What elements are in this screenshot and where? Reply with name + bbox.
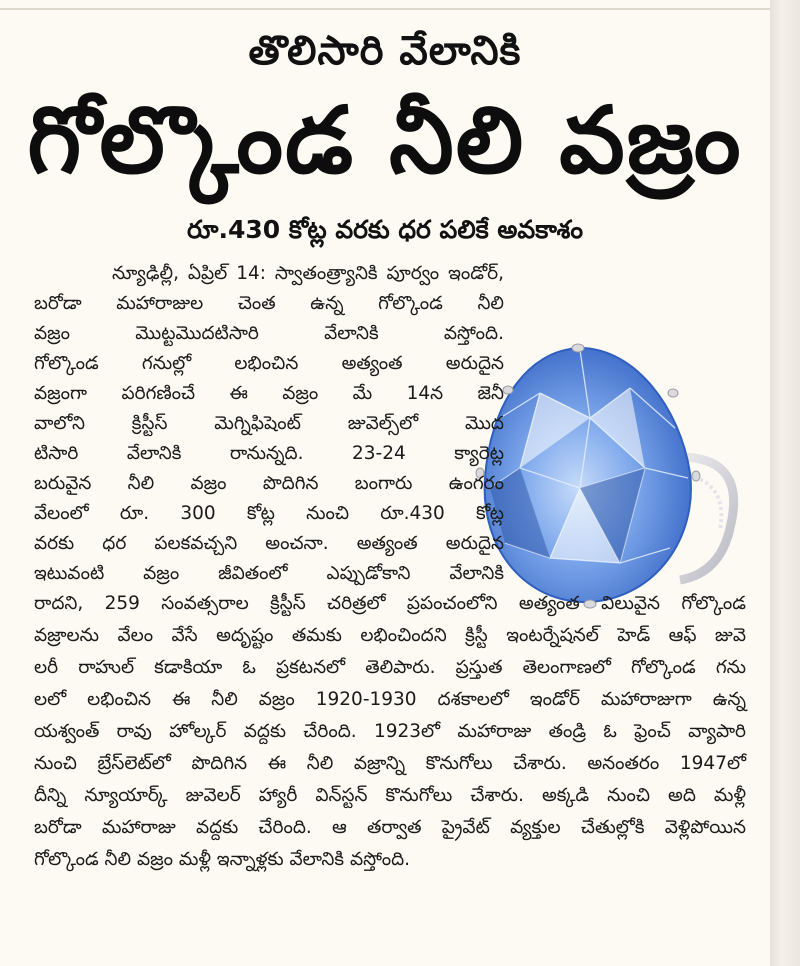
body-line: వజ్రంగా పరిగణించే ఈ వజ్రం మే 14న జెనీ <box>34 383 504 404</box>
sub-headline: రూ.430 కోట్ల వరకు ధర పలికే అవకాశం <box>186 215 584 244</box>
body-line: బరోడా మహారాజుల చెంత ఉన్న గోల్కొండ నీలి <box>34 293 504 314</box>
body-line: గోల్కొండ నీలి వజ్రం మళ్లీ ఇన్నాళ్లకు వేలానికి వస్తోంది. <box>34 849 411 870</box>
body-line: వాలోని క్రిస్టీస్ మెగ్నిఫిషెంట్ జువెల్స్‌లో మొద <box>34 413 504 434</box>
body-line: లలో లభించిన ఈ నీలి వజ్రం 1920-1930 దశకాలలో ఇండోర్ మహారాజుగా ఉన్న <box>34 689 746 710</box>
body-line: వేలంలో రూ. 300 కోట్ల నుంచి రూ.430 కోట్ల <box>34 503 504 524</box>
body-line: వజ్రం మొట్టమొదటిసారి వేలానికి వస్తోంది. <box>34 323 504 344</box>
body-line: ఇటువంటి వజ్రం జీవితంలో ఎప్పుడోకాని వేలానికి <box>34 563 504 584</box>
body-line: దీన్ని న్యూయార్క్ జువెలర్ హ్యారీ విన్‌స్టన్ కొనుగోలు చేశారు. అక్కడి నుంచి అది మళ్లీ <box>34 785 746 806</box>
body-line: వజ్రాలను వేలం వేసే అదృష్టం తమకు లభించిందని క్రిస్టీ ఇంటర్నేషనల్ హెడ్ ఆఫ్ జువె <box>34 625 746 646</box>
body-line: లరీ రాహుల్ కడాకియా ఓ ప్రకటనలో తెలిపారు. ప్రస్తుత తెలంగాణలో గోల్కొండ గను <box>34 657 746 678</box>
body-line: బరువైన నీలి వజ్రం పొదిగిన బంగారు ఉంగరం <box>34 473 504 494</box>
body-line: రాదని, 259 సంవత్సరాల క్రిస్టీస్ చరిత్రలో ప్రపంచంలోని అత్యంత విలువైన గోల్కొండ <box>34 593 746 614</box>
body-line: వరకు ధర పలకవచ్చని అంచనా. అత్యంత అరుదైన <box>34 533 504 554</box>
body-line: న్యూఢిల్లీ, ఏప్రిల్ 14: స్వాతంత్ర్యానికి పూర్వం ఇండోర్, <box>112 263 504 284</box>
kicker-heading: తొలిసారి వేలానికి <box>248 28 522 74</box>
main-headline: గోల్కొండ నీలి వజ్రం <box>27 87 743 194</box>
body-line: బరోడా మహారాజు వద్దకు చేరింది. ఆ తర్వాత ప్రైవేట్ వ్యక్తుల చేతుల్లోకి వెళ్లిపోయిన <box>34 817 746 838</box>
top-rule <box>0 8 770 10</box>
body-line: యశ్వంత్ రావు హోల్కర్ వద్దకు చేరింది. 1923లో మహారాజు తండ్రి ఓ ఫ్రెంచ్ వ్యాపారి <box>34 721 746 742</box>
body-line: నుంచి బ్రేస్‌లెట్‌లో పొదిగిన ఈ నీలి వజ్రాన్ని కొనుగోలు చేశారు. అనంతరం 1947లో <box>34 753 746 774</box>
article-body <box>0 258 770 948</box>
body-line: టిసారి వేలానికి రానున్నది. 23-24 క్యారెట్ల <box>34 443 504 464</box>
page-edge <box>770 0 800 966</box>
body-line: గోల్కొండ గనుల్లో లభించిన అత్యంత అరుదైన <box>34 353 504 374</box>
